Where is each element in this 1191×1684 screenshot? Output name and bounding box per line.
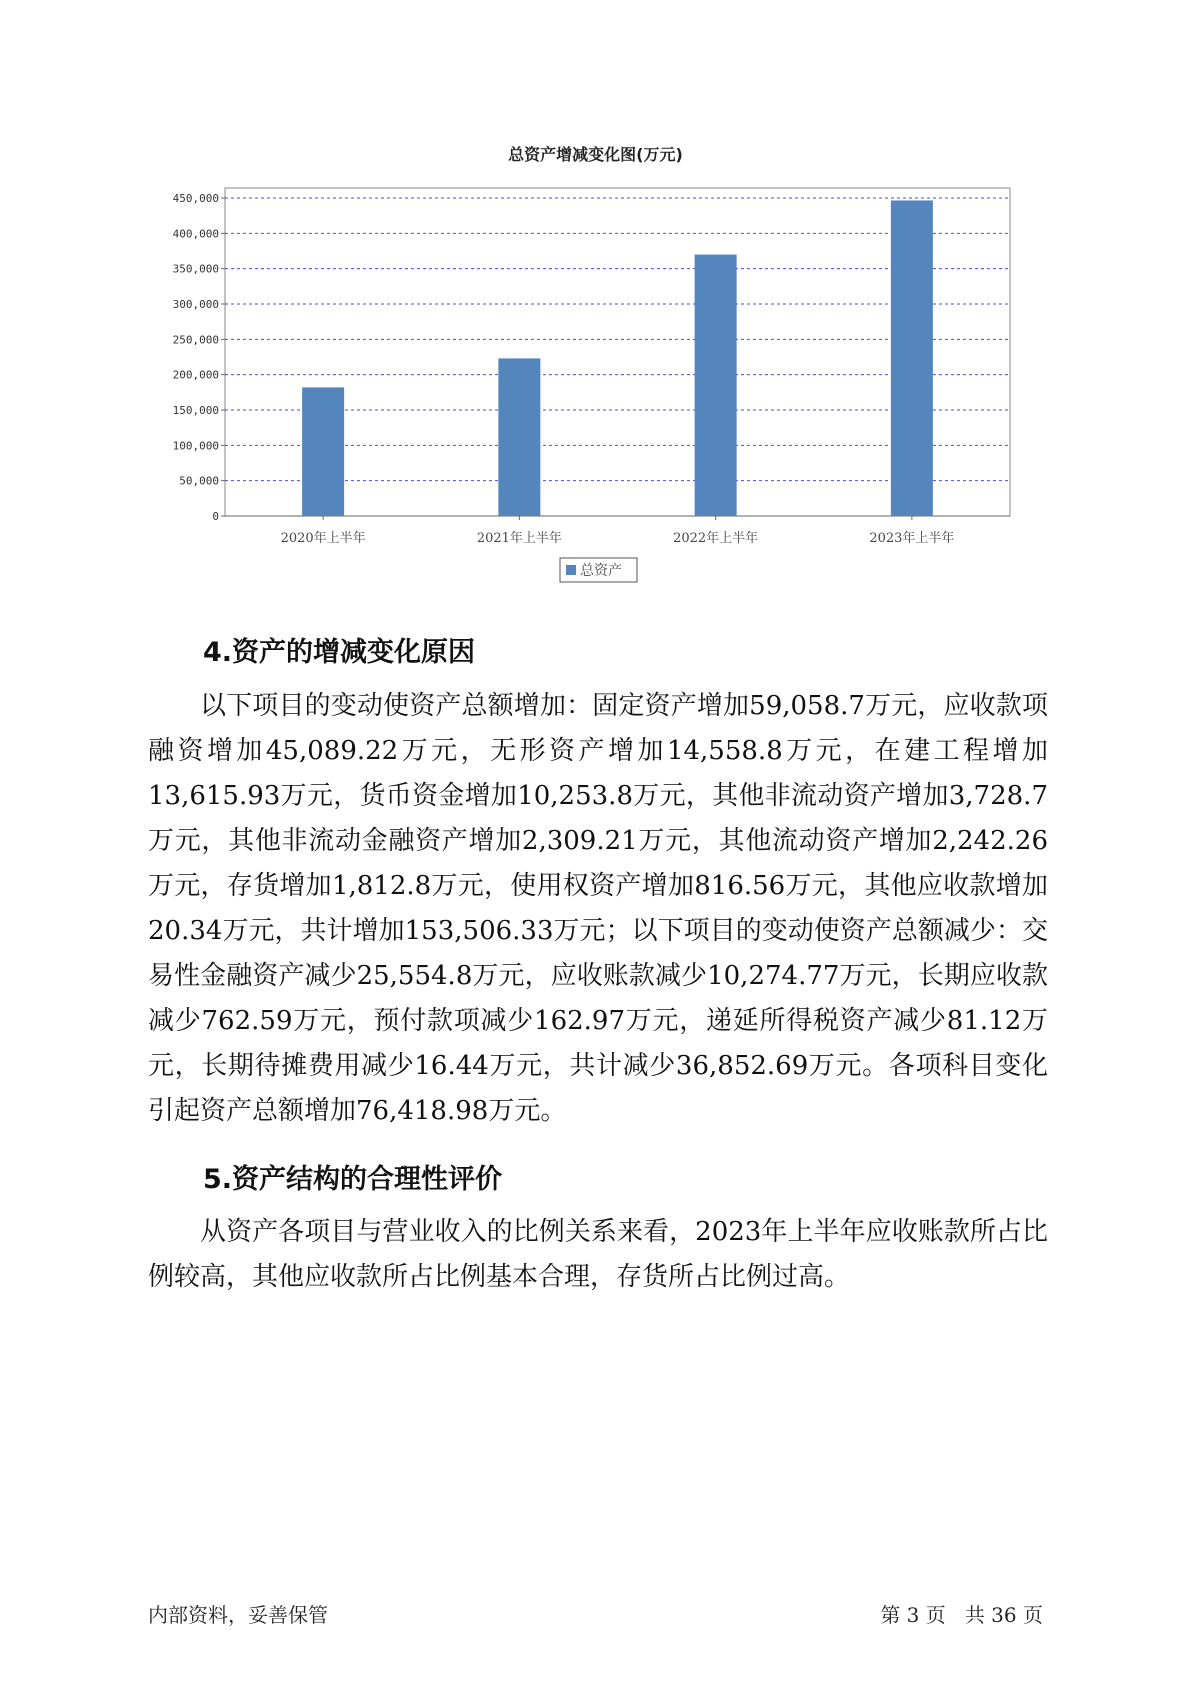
- y-tick-label: 150,000: [172, 404, 219, 417]
- y-tick-label: 400,000: [172, 227, 219, 241]
- section-4-paragraph: 以下项目的变动使资产总额增加：固定资产增加59,058.7万元，应收款项融资增加45,089.22万元，无形资产增加14,558.8万元，在建工程增加13,615.93万元，货币资金增加10,253.8万元，其他非流动资产增加3,728.7万元，其他非流动金融资产增加2,309.21万元，其他流动资产增加2,242.26万元，存货增加1,812.8万元，使用权资产增加816.56万元，其他应收款增加20.34万元，共计增加153,506.33万元；以下项目的变动使资产总额减少：交易性金融资产减少25,554.8万元，应收账款减少10,274.77万元，长期应收款减少762.59万元，预付款项减少162.97万元，递延所得税资产减少81.12万元，长期待摊费用减少16.44万元，共计减少36,852.69万元。各项科目变化引起资产总额增加76,418.98万元。: [148, 691, 1048, 1126]
- y-tick-label: 100,000: [172, 439, 219, 453]
- bar-4: [891, 200, 933, 516]
- bar-1: [302, 387, 344, 516]
- y-tick-label: 350,000: [172, 262, 219, 276]
- x-tick-label: 2021年上半年: [476, 531, 562, 546]
- y-tick-label: 300,000: [172, 298, 219, 311]
- y-tick-label: 50,000: [179, 474, 219, 488]
- y-tick-label: 450,000: [172, 192, 219, 205]
- y-tick-label: 200,000: [172, 368, 219, 382]
- bar-3: [695, 255, 737, 516]
- chart-title: 总资产增减变化图(万元): [508, 145, 683, 164]
- footer-confidential-note: 内部资料，妥善保管: [148, 1603, 328, 1627]
- legend-label: 总资产: [580, 563, 622, 579]
- section-5-paragraph: 从资产各项目与营业收入的比例关系来看，2023年上半年应收账款所占比例较高，其他应收款所占比例基本合理，存货所占比例过高。: [148, 1217, 1048, 1292]
- bar-2: [498, 358, 540, 516]
- y-tick-label: 0: [212, 510, 219, 523]
- x-tick-label: 2022年上半年: [673, 531, 759, 546]
- footer-page-number: 第 3 页 共 36 页: [880, 1603, 1043, 1627]
- legend-swatch: [566, 565, 576, 575]
- total-assets-bar-chart: [0, 0, 1191, 620]
- x-tick-label: 2020年上半年: [280, 531, 366, 546]
- section-4-heading: 4.资产的增减变化原因: [203, 637, 476, 668]
- section-5-heading: 5.资产结构的合理性评价: [203, 1164, 503, 1195]
- y-tick-label: 250,000: [172, 333, 219, 347]
- x-tick-label: 2023年上半年: [869, 531, 955, 546]
